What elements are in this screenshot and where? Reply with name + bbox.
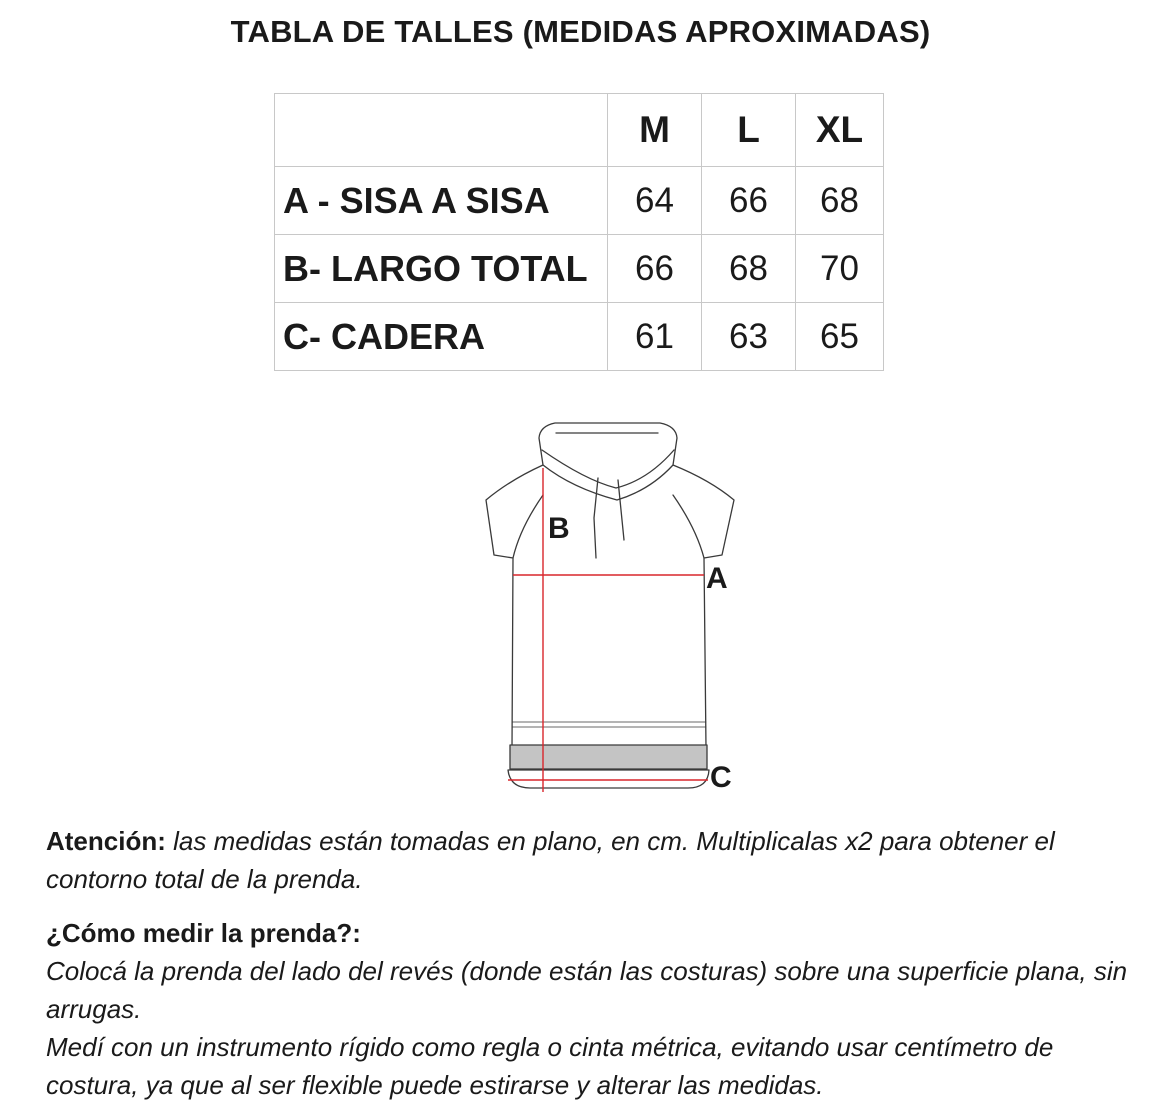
hem-bottom [508,770,709,788]
table-cell: 61 [608,303,702,371]
table-cell: 68 [796,167,884,235]
table-cell: 64 [608,167,702,235]
row-label-sisa: A - SISA A SISA [275,167,608,235]
table-header-empty [275,94,608,167]
table-cell: 68 [702,235,796,303]
table-row [275,303,884,371]
table-row [275,167,884,235]
table-cell: 66 [702,167,796,235]
attention-note [46,822,1136,898]
table-cell: 63 [702,303,796,371]
hood-inner-seam [542,433,674,488]
page-title: TABLA DE TALLES (MEDIDAS APROXIMADAS) [230,14,931,49]
label-c: C [710,761,732,794]
table-header-row [275,94,884,167]
body-outline [486,465,734,748]
attention-label: Atención: [46,826,166,856]
table-cell: 70 [796,235,884,303]
table-cell: 66 [608,235,702,303]
hem-seam [512,722,706,727]
how-to-measure-title: ¿Cómo medir la prenda?: [46,918,361,948]
attention-text: las medidas están tomadas en plano, en cm. Multiplicalas x2 para obtener el contorno total de la prenda. [46,826,1055,894]
hem-band [510,745,707,769]
label-b: B [548,512,570,545]
label-a: A [706,562,728,595]
how-to-measure-line-2: Medí con un instrumento rígido como regla o cinta métrica, evitando usar centímetro de costura, ya que al ser flexible puede estirarse y alterar las medidas. [46,1032,1054,1100]
size-header-m: M [608,94,702,167]
table-cell: 65 [796,303,884,371]
drawstring-left [594,478,598,558]
notes-section [46,822,1136,1104]
table-row [275,235,884,303]
size-header-l: L [702,94,796,167]
how-to-measure-line-1: Colocá la prenda del lado del revés (donde están las costuras) sobre una superficie plana, sin arrugas. [46,956,1128,1024]
drawstring-right [618,480,624,540]
size-table [274,93,884,371]
size-header-xl: XL [796,94,884,167]
row-label-cadera: C- CADERA [275,303,608,371]
row-label-largo: B- LARGO TOTAL [275,235,608,303]
armhole-seam [513,495,704,558]
hoodie-diagram [470,400,770,800]
